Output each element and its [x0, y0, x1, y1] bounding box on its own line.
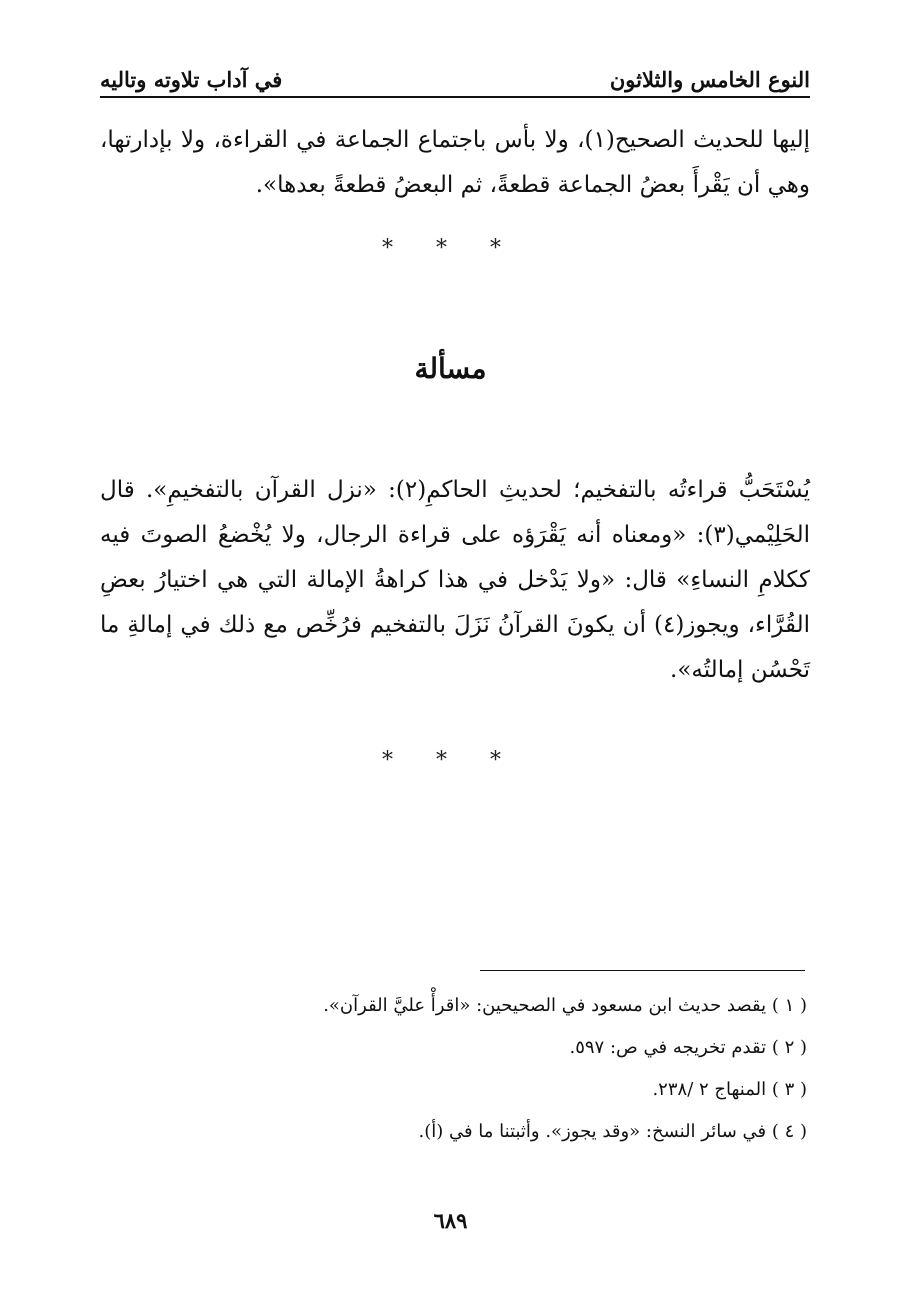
chapter-title: النوع الخامس والثلاثون	[609, 67, 810, 92]
running-header	[100, 52, 810, 92]
section-heading: مسألة	[414, 352, 487, 385]
paragraph-masala: يُسْتَحَبُّ قراءتُه بالتفخيم؛ لحديثِ الحاكمِ(٢): «نزل القرآن بالتفخيمِ». قال الحَلِيْمي(٣): «ومعناه أنه يَقْرَؤه على قراءة الرجال، ولا يُخْضعُ الصوتَ فيه ككلامِ النساءِ» قال: «ولا يَدْخل في هذا كراهةُ الإمالة التي هي اختيارُ بعضِ القُرَّاء، ويجوز(٤) أن يكونَ القرآنُ نَزَلَ بالتفخيم فرُخِّص مع ذلك في إمالةِ ما تَحْسُن إمالتُه».	[100, 477, 810, 683]
footnote-1: ( ١ ) يقصد حديث ابن مسعود في الصحيحين: «اقرأْ عليَّ القرآن».	[323, 995, 807, 1016]
asterisk-separator: * * *	[382, 236, 519, 261]
footnote-4: ( ٤ ) في سائر النسخ: «وقد يجوز». وأثبتنا ما في (أ).	[418, 1121, 807, 1142]
footnote-2: ( ٢ ) تقدم تخريجه في ص: ٥٩٧.	[569, 1037, 807, 1058]
footnote-rule	[480, 970, 805, 971]
asterisk-separator-end: * * *	[382, 748, 519, 773]
book-section-title: في آداب تلاوته وتاليه	[100, 67, 283, 92]
header-rule	[100, 96, 810, 98]
footnote-3: ( ٣ ) المنهاج ٢ /٢٣٨.	[652, 1079, 807, 1100]
paragraph-continuation: إليها للحديث الصحيح(١)، ولا بأس باجتماع الجماعة في القراءة، ولا بإدارتها، وهي أن يَقْرأَ بعضُ الجماعة قطعةً، ثم البعضُ قطعةً بعدها».	[100, 127, 810, 198]
footnotes	[100, 985, 807, 1153]
page-number: ٦٨٩	[433, 1208, 468, 1233]
